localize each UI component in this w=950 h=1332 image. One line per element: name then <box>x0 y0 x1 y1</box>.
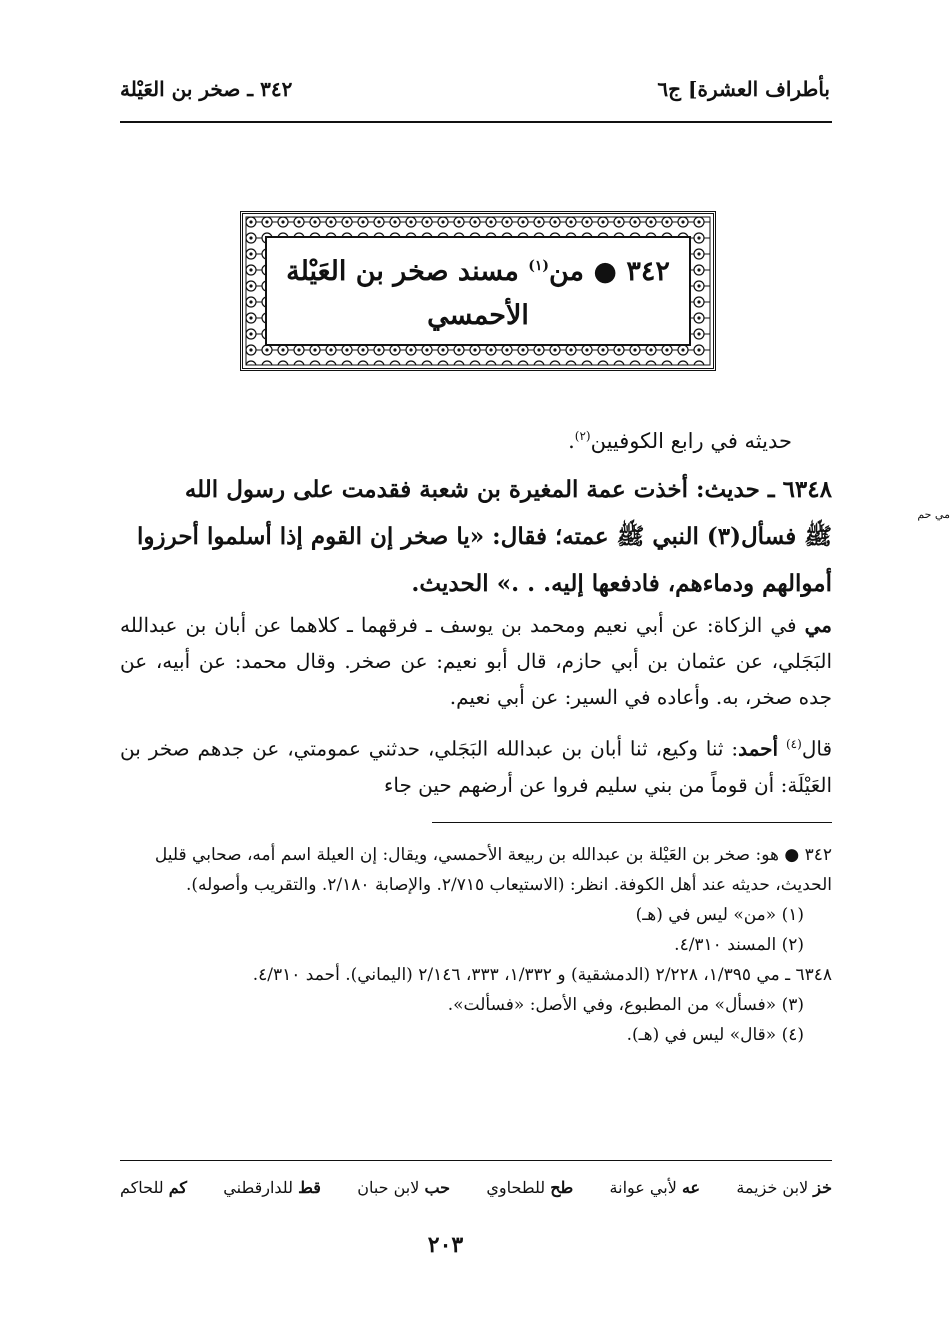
abbr-item <box>223 1178 321 1197</box>
title-line-1 <box>286 244 670 294</box>
footnote-rule <box>432 822 832 823</box>
ahmad-paragraph <box>120 726 832 803</box>
abbr-label: للدارقطني <box>223 1178 293 1197</box>
hadith-line-2-wrap <box>120 508 950 560</box>
ahmad-prefix: قال <box>801 736 832 761</box>
running-head-entry: ٣٤٢ ـ صخر بن العَيْلة <box>120 77 293 101</box>
abbreviation-rule <box>120 1160 832 1161</box>
header-rule <box>120 121 832 123</box>
intro-note-ref: (٢) <box>574 429 591 443</box>
footnote-hadith-refs: ٦٣٤٨ ـ مي ١/٣٩٥، ٢/٢٢٨ (الدمشقية) و ١/٣٣٢، ٣٣٣، ٢/١٤٦ (اليماني). أحمد ٤/٣١٠. <box>252 965 832 985</box>
abbr-item <box>120 1178 187 1197</box>
abbr-label: للطحاوي <box>486 1178 546 1197</box>
abbr-code: كم <box>168 1178 187 1197</box>
footnote-4: (٤) «قال» ليس في (هـ). <box>626 1025 804 1045</box>
title-line-2: الأحمسي <box>427 300 529 331</box>
page-number: ٢٠٣ <box>427 1232 464 1258</box>
footnote-3: (٣) «فسأل» من المطبوع، وفي الأصل: «فسألت». <box>447 995 804 1015</box>
title-prefix: من <box>549 256 585 287</box>
abbr-code: خز <box>813 1178 832 1197</box>
title-number: ٣٤٢ <box>626 256 670 287</box>
title-note-ref: (١) <box>528 258 549 274</box>
footnote-1: (١) «من» ليس في (هـ) <box>635 905 804 925</box>
hadith-paragraph <box>120 466 950 607</box>
source-marks: مي حم <box>917 508 950 521</box>
footnotes <box>120 840 832 1050</box>
abbr-label: للحاكم <box>120 1178 164 1197</box>
abbreviation-key <box>120 1178 832 1197</box>
hadith-line-2: ﷺ فسأل(٣) النبي ﷺ عمته؛ فقال: «يا صخر إن القوم إذا أسلموا أحرزوا <box>137 523 832 550</box>
abbr-code: حب <box>424 1178 451 1197</box>
hadith-line-1: ٦٣٤٨ ـ حديث: أخذت عمة المغيرة بن شعبة فقدمت على رسول الله <box>184 476 832 503</box>
title-name: مسند صخر بن العَيْلة <box>286 256 519 287</box>
abbr-item <box>736 1178 832 1197</box>
abbr-code: طح <box>550 1178 574 1197</box>
sources-text: في الزكاة: عن أبي نعيم ومحمد بن يوسف ـ فرقهما ـ كلاهما عن أبان بن عبدالله البَجَلي، عن عثمان بن أبي حازم، قال أبو نعيم: عن صخر. وقال محمد: عن أبيه، عن جده صخر، به. وأعاده في السير: عن أبي نعيم. <box>120 613 832 709</box>
abbr-code: عه <box>681 1178 701 1197</box>
intro-text: حديثه في رابع الكوفيين <box>590 429 792 453</box>
abbr-label: لابن حبان <box>357 1178 420 1197</box>
running-head <box>120 72 830 106</box>
abbr-label: لابن خزيمة <box>736 1178 809 1197</box>
footnote-2: (٢) المسند ٤/٣١٠. <box>674 935 804 955</box>
abbr-item <box>610 1178 701 1197</box>
intro-paragraph <box>120 418 832 459</box>
bullet-icon: ● <box>593 256 617 287</box>
abbr-item <box>486 1178 573 1197</box>
running-head-book: بأطراف العشرة] ج٦ <box>657 77 830 101</box>
sources-abbr: مي <box>804 613 832 637</box>
abbr-code: قط <box>298 1178 321 1197</box>
hadith-line-3: أموالهم ودماءهم، فادفعها إليه. . .» الحديث. <box>411 570 832 597</box>
abbr-label: لأبي عوانة <box>609 1178 677 1197</box>
abbr-item <box>357 1178 450 1197</box>
ahmad-note-ref: (٤) <box>785 737 802 751</box>
footnote-bio: ٣٤٢ ● هو: صخر بن العَيْلة بن عبدالله بن ربيعة الأحمسي، ويقال: إن العيلة اسم أمه، صحابي قليل الحديث، حديثه عند أهل الكوفة. انظر: (الاستيعاب ٢/٧١٥. والإصابة ٢/١٨٠. والتقريب وأصوله). <box>154 845 832 895</box>
ahmad-name: أحمد <box>738 736 779 761</box>
ornamental-title-frame <box>240 211 716 371</box>
ahmad-text: : ثنا وكيع، ثنا أبان بن عبدالله البَجَلي، حدثني عمومتي، عن جدهم صخر بن العَيْلَة: أن قوماً من بني سليم فروا عن أرضهم حين جاء <box>120 736 832 797</box>
sources-paragraph <box>120 607 832 715</box>
section-title <box>265 236 691 346</box>
intro-end: . <box>568 429 575 453</box>
